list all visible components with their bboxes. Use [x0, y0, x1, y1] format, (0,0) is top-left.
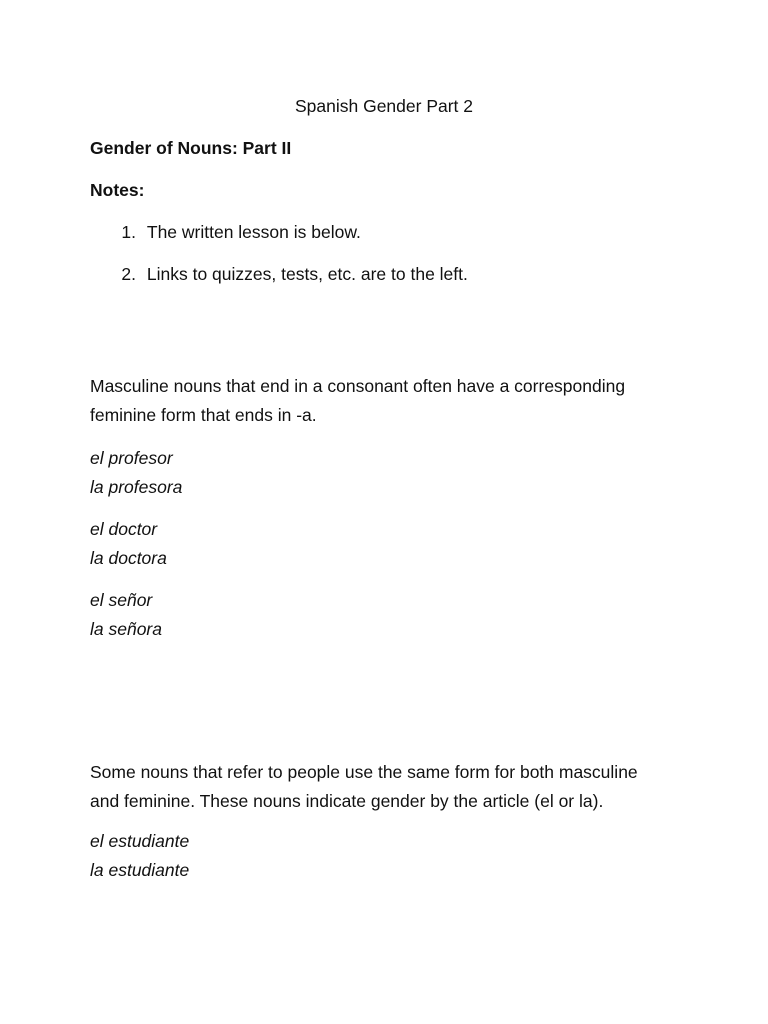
example-pair — [90, 586, 162, 644]
paragraph-line: Some nouns that refer to people use the same form for both masculine — [90, 762, 638, 782]
list-text: The written lesson is below. — [146, 222, 361, 242]
example-pair — [90, 827, 189, 885]
paragraph-line: Masculine nouns that end in a consonant often have a corresponding — [90, 376, 626, 396]
paragraph-line: and feminine. These nouns indicate gender by the article (el or la). — [90, 791, 604, 811]
list-item — [90, 264, 468, 285]
paragraph-masculine-consonant — [90, 372, 690, 430]
example-masculine: el profesor — [90, 448, 173, 468]
example-feminine: la doctora — [90, 548, 167, 568]
example-feminine: la profesora — [90, 477, 183, 497]
example-pair — [90, 444, 182, 502]
example-feminine: la estudiante — [90, 860, 190, 880]
example-masculine: el doctor — [90, 519, 158, 539]
list-number: 1. — [121, 222, 136, 242]
notes-label: Notes: — [90, 180, 145, 200]
example-masculine: el señor — [90, 590, 153, 610]
paragraph-same-form — [90, 758, 690, 816]
list-item — [90, 222, 361, 243]
lesson-heading: Gender of Nouns: Part II — [90, 138, 292, 158]
list-number: 2. — [121, 264, 136, 284]
example-masculine: el estudiante — [90, 831, 190, 851]
example-feminine: la señora — [90, 619, 162, 639]
example-pair — [90, 515, 167, 573]
paragraph-line: feminine form that ends in -a. — [90, 405, 317, 425]
document-title: Spanish Gender Part 2 — [294, 96, 474, 116]
list-text: Links to quizzes, tests, etc. are to the left. — [146, 264, 468, 284]
